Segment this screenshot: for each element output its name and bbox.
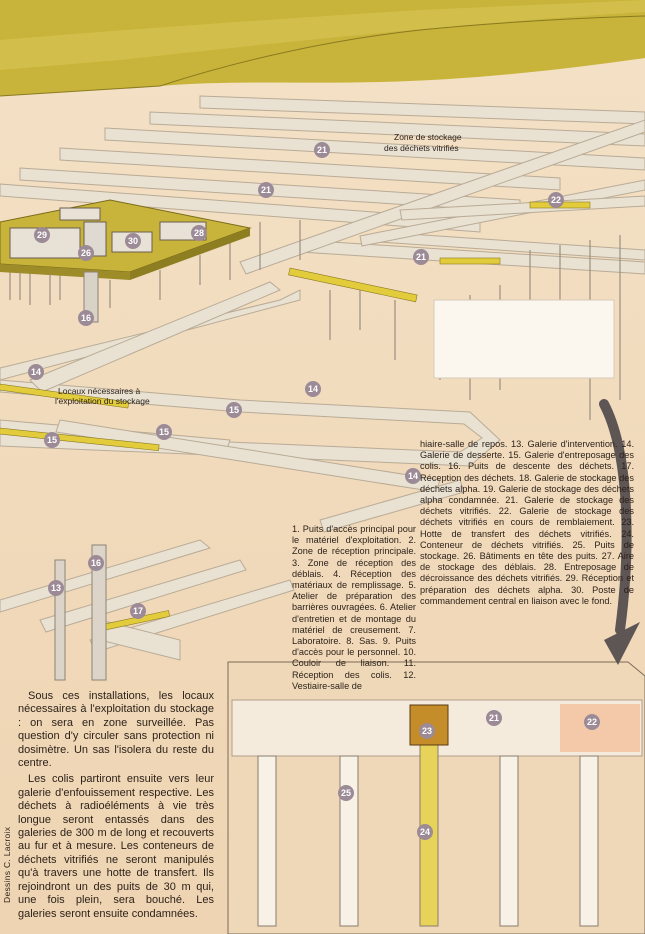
exposed-storage-block [434, 300, 614, 378]
legend-part-1: 1. Puits d'accès principal pour le matériel d'exploitation. 2. Zone de réception principale. 3. Zone de réception des déblais. 4. Réception des matériaux de remplissage. 5. Atelier de préparation des barrières ouvragées. 6. Atelier d'entretien et de montage du matériel de creusement. 7. Laboratoire. 8. Sas. 9. Puits d'accès pour le personnel. 10. Couloir de liaison. 11. Réception des colis. 12. Vestiaire-salle de [292, 524, 416, 691]
callout-number: 14 [30, 367, 42, 377]
photo-credit: Dessins C. Lacroix [2, 826, 12, 903]
zone-storage-label-2: des déchets vitrifiés [384, 143, 459, 153]
callout-number: 22 [586, 717, 598, 727]
callout-number: 21 [260, 185, 272, 195]
callout-number: 28 [193, 228, 205, 238]
legend-part-2: hiaire-salle de repos. 13. Galerie d'intervention. 14. Galerie de desserte. 15. Galerie d'entreposage des colis. 16. Puits de descente des déchets. 17. Réception des déchets. 18. Galerie de stockage des déchets alpha. 19. Galerie de stockage des déchets alpha condamnée. 21. Galerie de stockage des déchets vitrifiés. 22. Galerie de stockage des déchets vitrifiés en cours de remblaiement. 23. Hotte de transfert des déchets vitrifiés. 24. Conteneur de déchets vitrifiés. 25. Puits de stockage. 26. Bâtiments en tête des puits. 27. Aire de stockage des déblais. 28. Entreposage de décroissance des déchets vitrifiés. 29. Réception et préparation des déchets alpha. 30. Poste de commandement central en liaison avec le fond. [420, 439, 634, 606]
callout-number: 26 [80, 248, 92, 258]
body-paragraph-2: Les colis partiront ensuite vers leur galerie d'enfouissement respective. Les déchets à radioéléments à vie très longue seront entassés dans des galeries de 300 m de long et recouverts au fur et à mesure. Les conteneurs de déchets vitrifiés ne seront manipulés qu'à travers une hotte de transfert. Ils rejoindront un des puits de 30 m qui, une fois plein, sera bouché. Les galeries seront ensuite condamnées. [18, 773, 214, 920]
callout-number: 14 [407, 471, 419, 481]
locaux-label-2: l'exploitation du stockage [55, 396, 150, 406]
zone-storage-label-1: Zone de stockage [394, 132, 462, 142]
intervention-shaft [55, 560, 65, 680]
callout-number: 15 [158, 427, 170, 437]
callout-number: 24 [419, 827, 431, 837]
body-text [18, 690, 214, 924]
callout-number: 15 [228, 405, 240, 415]
callout-number: 14 [307, 384, 319, 394]
callout-number: 16 [90, 558, 102, 568]
callout-number: 17 [132, 606, 144, 616]
callout-number: 16 [80, 313, 92, 323]
callout-number: 21 [415, 252, 427, 262]
callout-number: 29 [36, 230, 48, 240]
callout-number: 15 [46, 435, 58, 445]
callout-number: 23 [421, 726, 433, 736]
callout-number: 30 [127, 236, 139, 246]
callout-number: 22 [550, 195, 562, 205]
callout-number: 21 [316, 145, 328, 155]
callout-number: 25 [340, 788, 352, 798]
callout-number: 13 [50, 583, 62, 593]
body-paragraph-1: Sous ces installations, les locaux nécessaires à l'exploitation du stockage : on sera en zone surveillée. Pas question d'y circuler sans protection ni dosimètre. Un sas l'isolera du reste du centre. [18, 690, 214, 770]
locaux-label-1: Locaux nécessaires à [58, 386, 141, 396]
callout-number: 21 [488, 713, 500, 723]
section-inset [228, 662, 645, 934]
